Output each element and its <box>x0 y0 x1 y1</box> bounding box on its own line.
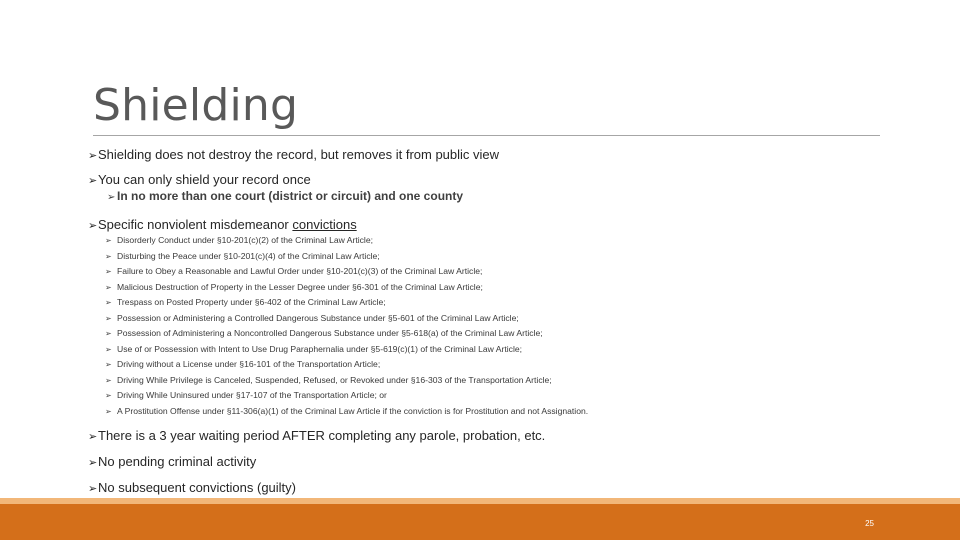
bullet-text: You can only shield your record once <box>98 172 311 187</box>
arrow-bullet-icon: ➢ <box>88 175 98 187</box>
conviction-item <box>105 390 387 400</box>
arrow-bullet-icon: ➢ <box>105 251 112 261</box>
arrow-bullet-icon: ➢ <box>105 344 112 354</box>
bullet-no-pending <box>88 454 256 469</box>
conviction-text: Disorderly Conduct under §10-201(c)(2) of the Criminal Law Article; <box>117 235 374 245</box>
arrow-bullet-icon: ➢ <box>105 360 112 369</box>
conviction-text: Driving While Uninsured under §17-107 of the Transportation Article; or <box>117 390 387 400</box>
arrow-bullet-icon: ➢ <box>88 431 98 443</box>
arrow-bullet-icon: ➢ <box>105 375 112 385</box>
bullet-text <box>98 217 357 232</box>
bullet-waiting-period <box>88 428 545 443</box>
arrow-bullet-icon: ➢ <box>107 192 116 203</box>
conviction-text: A Prostitution Offense under §11-306(a)(1) of the Criminal Law Article if the conviction is for Prostitution and not Assignation. <box>117 405 589 416</box>
arrow-bullet-icon: ➢ <box>88 457 98 469</box>
arrow-bullet-icon: ➢ <box>105 267 112 276</box>
arrow-bullet-icon: ➢ <box>88 220 98 232</box>
conviction-item <box>105 313 519 323</box>
arrow-bullet-icon: ➢ <box>105 406 112 416</box>
arrow-bullet-icon: ➢ <box>105 313 112 323</box>
arrow-bullet-icon: ➢ <box>88 483 98 495</box>
bullet-no-subsequent <box>88 480 296 495</box>
conviction-item <box>105 344 522 354</box>
bullet-text: Shielding does not destroy the record, but removes it from public view <box>98 147 500 162</box>
footer-bar <box>0 504 960 540</box>
sub-bullet-text: In no more than one court (district or circuit) and one county <box>117 189 464 203</box>
conviction-item <box>105 375 552 385</box>
conviction-item <box>105 328 543 338</box>
arrow-bullet-icon: ➢ <box>105 282 112 292</box>
conviction-text: Driving without a License under §16-101 of the Transportation Article; <box>117 359 381 369</box>
conviction-text: Trespass on Posted Property under §6-402 of the Criminal Law Article; <box>117 297 386 307</box>
conviction-text: Use of or Possession with Intent to Use Drug Paraphernalia under §5-619(c)(1) of the Criminal Law Article; <box>117 343 523 354</box>
arrow-bullet-icon: ➢ <box>88 150 98 162</box>
arrow-bullet-icon: ➢ <box>105 391 112 400</box>
page-number: 25 <box>865 519 874 528</box>
conviction-item <box>105 282 483 292</box>
sub-bullet-court-county <box>107 189 463 203</box>
bullet-text-underlined: convictions <box>292 217 357 232</box>
arrow-bullet-icon: ➢ <box>105 298 112 307</box>
bullet-text: No pending criminal activity <box>98 454 257 469</box>
title-divider <box>93 135 880 136</box>
bullet-shielding-definition <box>88 147 499 162</box>
conviction-item <box>105 406 588 416</box>
conviction-text: Possession of Administering a Noncontrolled Dangerous Substance under §5-618(a) of the Criminal Law Article; <box>117 328 543 338</box>
bullet-text: No subsequent convictions (guilty) <box>98 480 296 495</box>
arrow-bullet-icon: ➢ <box>105 236 112 245</box>
bullet-text: There is a 3 year waiting period AFTER completing any parole, probation, etc. <box>98 428 546 443</box>
conviction-item <box>105 297 386 307</box>
conviction-text: Driving While Privilege is Canceled, Suspended, Refused, or Revoked under §16-303 of the Transportation Article; <box>117 374 552 385</box>
bullet-specific-convictions <box>88 217 357 232</box>
bullet-text-prefix: Specific nonviolent misdemeanor <box>98 217 293 232</box>
slide-title: Shielding <box>93 80 299 131</box>
conviction-item <box>105 235 373 245</box>
conviction-item <box>105 266 482 276</box>
conviction-text: Failure to Obey a Reasonable and Lawful Order under §10-201(c)(3) of the Criminal Law Article; <box>117 266 483 276</box>
arrow-bullet-icon: ➢ <box>105 329 112 338</box>
conviction-item <box>105 359 380 369</box>
conviction-text: Disturbing the Peace under §10-201(c)(4) of the Criminal Law Article; <box>117 250 380 261</box>
conviction-item <box>105 251 380 261</box>
conviction-text: Possession or Administering a Controlled Dangerous Substance under §5-601 of the Criminal Law Article; <box>117 312 519 323</box>
bullet-shield-once <box>88 172 311 187</box>
conviction-text: Malicious Destruction of Property in the Lesser Degree under §6-301 of the Criminal Law Article; <box>117 281 483 292</box>
